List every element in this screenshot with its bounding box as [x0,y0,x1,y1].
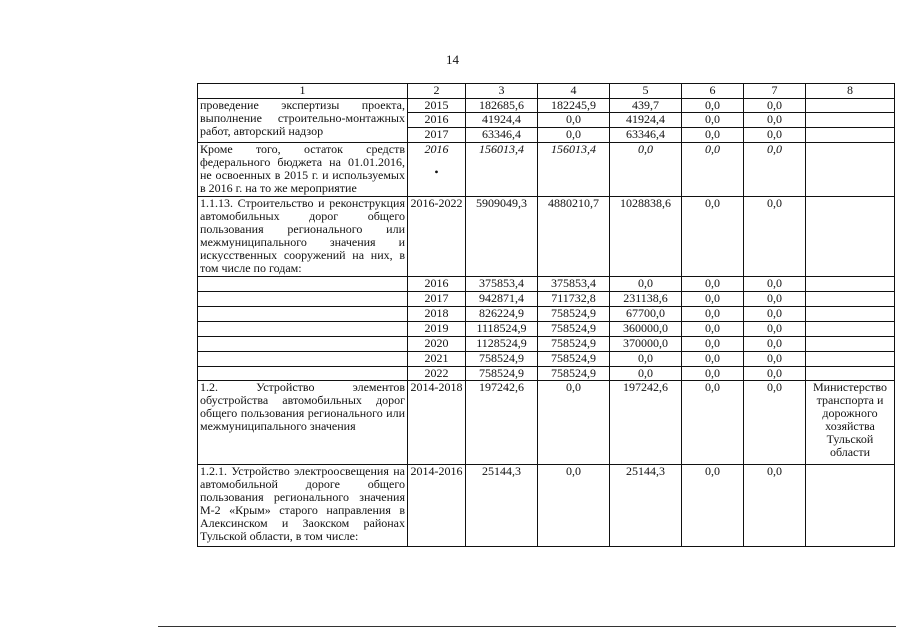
value-cell: 0,0 [744,99,806,113]
value-cell: 156013,4 [466,143,538,197]
empty-cell [806,292,895,307]
empty-cell [806,99,895,113]
value-cell: 0,0 [682,143,744,197]
value-cell: 1128524,9 [466,337,538,352]
header-cell: 8 [806,84,895,99]
value-cell: 231138,6 [610,292,682,307]
value-cell: 25144,3 [610,465,682,547]
table-row [198,465,895,547]
value-cell: 360000,0 [610,322,682,337]
value-cell: 0,0 [744,197,806,277]
header-cell: 3 [466,84,538,99]
year-cell [408,143,466,197]
value-cell: 758524,9 [538,337,610,352]
year-cell: 2015 [408,99,466,113]
value-cell: 758524,9 [466,367,538,381]
value-cell: 758524,9 [538,307,610,322]
empty-cell [198,277,408,292]
table-row [198,381,895,465]
empty-cell [806,197,895,277]
value-cell: 0,0 [744,352,806,367]
value-cell: 0,0 [744,128,806,143]
value-cell: 0,0 [538,465,610,547]
value-cell: 0,0 [744,113,806,128]
value-cell: 370000,0 [610,337,682,352]
value-cell: 0,0 [610,277,682,292]
row-description: 1.2.1. Устройство электроосвещения на автомобильной дороге общего пользования регионального значения М-2 «Крым» старого направления в Алексинском и Заокском районах Тульской области, в том числе: [198,465,408,547]
header-cell: 2 [408,84,466,99]
value-cell: 1118524,9 [466,322,538,337]
value-cell: 41924,4 [610,113,682,128]
year-cell: 2016 [408,113,466,128]
value-cell: 0,0 [744,277,806,292]
value-cell: 711732,8 [538,292,610,307]
year-cell: 2020 [408,337,466,352]
empty-cell [806,465,895,547]
value-cell: 0,0 [682,381,744,465]
empty-cell [806,307,895,322]
value-cell: 0,0 [744,322,806,337]
value-cell: 0,0 [682,465,744,547]
value-cell: 439,7 [610,99,682,113]
empty-cell [198,352,408,367]
value-cell: 25144,3 [466,465,538,547]
value-cell: 0,0 [538,381,610,465]
value-cell: 197242,6 [466,381,538,465]
empty-cell [198,292,408,307]
period-cell: 2014-2016 [408,465,466,547]
header-cell: 6 [682,84,744,99]
value-cell: 0,0 [682,352,744,367]
value-cell: 0,0 [610,143,682,197]
year-cell: 2021 [408,352,466,367]
period-cell: 2016-2022 [408,197,466,277]
value-cell: 0,0 [682,292,744,307]
empty-cell [198,367,408,381]
value-cell: 0,0 [682,99,744,113]
value-cell: 0,0 [538,113,610,128]
empty-cell [806,322,895,337]
row-description: проведение экспертизы проекта, выполнение строительно-монтажных работ, авторский надзор [198,99,408,143]
value-cell: 0,0 [744,307,806,322]
empty-cell [806,367,895,381]
value-cell: 0,0 [744,143,806,197]
row-description: Кроме того, остаток средств федерального бюджета на 01.01.2016, не освоенных в 2015 г. и используемых в 2016 г. на то же мероприятие [198,143,408,197]
table-row [198,307,895,322]
table-row [198,277,895,292]
value-cell: 826224,9 [466,307,538,322]
value-cell: 0,0 [744,465,806,547]
table-row [198,322,895,337]
value-cell: 0,0 [682,337,744,352]
value-cell: 375853,4 [538,277,610,292]
value-cell: 63346,4 [466,128,538,143]
row-description: 1.2. Устройство элементов обустройства автомобильных дорог общего пользования регионального или межмуниципального значения [198,381,408,465]
empty-cell [198,307,408,322]
table-row [198,352,895,367]
year-cell: 2017 [408,128,466,143]
value-cell: 0,0 [610,352,682,367]
header-cell: 7 [744,84,806,99]
value-cell: 0,0 [744,381,806,465]
table-row [198,197,895,277]
year-value: 2016 [424,142,449,156]
empty-cell [806,277,895,292]
empty-cell [198,322,408,337]
responsible-organization: Министерство транспорта и дорожного хозяйства Тульской области [806,381,895,465]
table-row [198,99,895,113]
value-cell: 0,0 [610,367,682,381]
row-description: 1.1.13. Строительство и реконструкция автомобильных дорог общего пользования регионального или межмуниципального значения и искусственных сооружений на них, в том числе по годам: [198,197,408,277]
value-cell: 41924,4 [466,113,538,128]
year-cell: 2018 [408,307,466,322]
value-cell: 0,0 [682,367,744,381]
table-row [198,337,895,352]
value-cell: 0,0 [682,307,744,322]
header-cell: 5 [610,84,682,99]
value-cell: 4880210,7 [538,197,610,277]
bottom-rule [158,626,896,627]
empty-cell [806,143,895,197]
value-cell: 758524,9 [466,352,538,367]
period-cell: 2014-2018 [408,381,466,465]
year-cell: 2019 [408,322,466,337]
value-cell: 156013,4 [538,143,610,197]
year-cell: 2017 [408,292,466,307]
year-cell: 2016 [408,277,466,292]
header-cell: 1 [198,84,408,99]
value-cell: 942871,4 [466,292,538,307]
value-cell: 0,0 [682,277,744,292]
value-cell: 182685,6 [466,99,538,113]
value-cell: 0,0 [682,128,744,143]
value-cell: 758524,9 [538,322,610,337]
empty-cell [198,337,408,352]
value-cell: 0,0 [744,337,806,352]
bullet-mark: • [434,165,439,179]
value-cell: 197242,6 [610,381,682,465]
table-row [198,143,895,197]
value-cell: 67700,0 [610,307,682,322]
table-row [198,292,895,307]
value-cell: 758524,9 [538,367,610,381]
value-cell: 1028838,6 [610,197,682,277]
budget-table [197,83,895,547]
value-cell: 0,0 [744,367,806,381]
header-cell: 4 [538,84,610,99]
page-number: 14 [446,52,459,67]
table-row [198,367,895,381]
empty-cell [806,128,895,143]
value-cell: 0,0 [744,292,806,307]
empty-cell [806,113,895,128]
value-cell: 375853,4 [466,277,538,292]
value-cell: 758524,9 [538,352,610,367]
value-cell: 0,0 [682,113,744,128]
value-cell: 0,0 [682,322,744,337]
header-row [198,84,895,99]
empty-cell [806,337,895,352]
empty-cell [806,352,895,367]
value-cell: 182245,9 [538,99,610,113]
value-cell: 0,0 [682,197,744,277]
year-cell: 2022 [408,367,466,381]
value-cell: 0,0 [538,128,610,143]
value-cell: 5909049,3 [466,197,538,277]
value-cell: 63346,4 [610,128,682,143]
